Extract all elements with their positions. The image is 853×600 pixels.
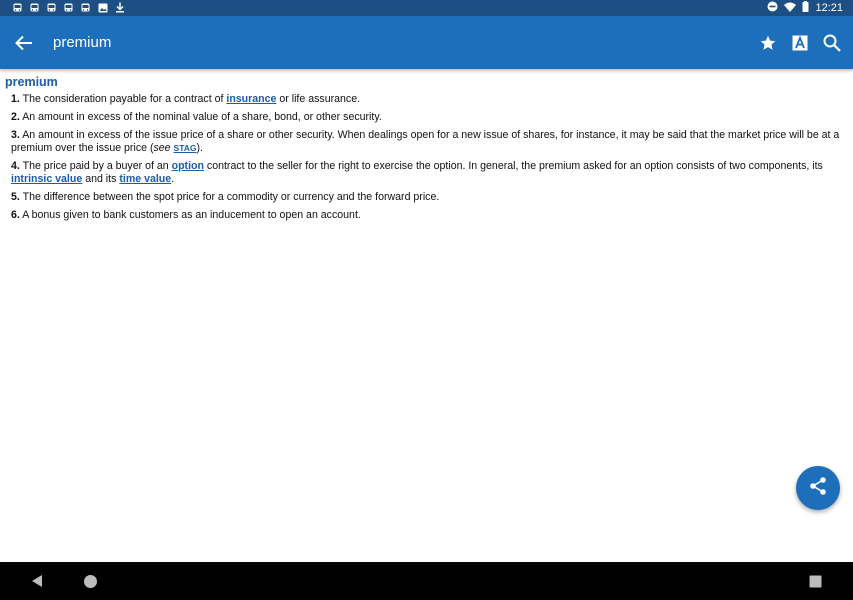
app-bar-title: premium — [53, 34, 112, 51]
search-icon[interactable] — [821, 32, 843, 54]
definition-2: 2. An amount in excess of the nominal value of a share, bond, or other security. — [11, 111, 382, 123]
definition-number: 5. — [11, 191, 20, 203]
navigation-bar — [0, 562, 853, 600]
back-arrow-icon[interactable] — [12, 31, 36, 55]
text-size-icon[interactable] — [789, 32, 811, 54]
link-intrinsic-value[interactable]: intrinsic value — [11, 173, 83, 185]
link-time-value[interactable]: time value — [119, 173, 172, 185]
definition-number: 6. — [11, 209, 20, 221]
link-insurance[interactable]: insurance — [226, 93, 277, 105]
home-circle-icon[interactable] — [81, 572, 99, 590]
notification-icons — [12, 2, 125, 13]
bus-icon — [12, 2, 23, 13]
bus-icon — [46, 2, 57, 13]
do-not-disturb-icon — [767, 1, 778, 15]
download-icon — [114, 2, 125, 13]
image-icon — [97, 2, 108, 13]
status-bar — [0, 0, 853, 16]
definition-5: 5. The difference between the spot price for a commodity or currency and the forward price. — [11, 191, 440, 203]
recents-square-icon[interactable] — [806, 572, 824, 590]
back-triangle-icon[interactable] — [28, 572, 46, 590]
definition-number: 1. — [11, 93, 20, 105]
system-status — [767, 1, 843, 15]
definition-number: 3. — [11, 129, 20, 141]
definition-1: 1. The consideration payable for a contract of insurance or life assurance. — [11, 93, 361, 105]
entry-headword: premium — [5, 75, 58, 89]
link-stag[interactable]: STAG — [173, 143, 197, 153]
definition-6: 6. A bonus given to bank customers as an inducement to open an account. — [11, 209, 361, 221]
definition-3: 3. An amount in excess of the issue price of a share or other security. When dealings open for a new issue of shares, for instance, it may be said that the market price will be at a premium over the issue price (see STAG). — [11, 129, 840, 154]
wifi-icon — [784, 2, 796, 15]
bus-icon — [29, 2, 40, 13]
bus-icon — [63, 2, 74, 13]
link-option[interactable]: option — [171, 160, 204, 172]
share-button[interactable] — [796, 466, 840, 510]
definition-number: 2. — [11, 111, 20, 123]
definition-number: 4. — [11, 160, 20, 172]
app-bar — [0, 16, 853, 69]
status-time: 12:21 — [815, 2, 843, 14]
battery-icon — [802, 1, 809, 15]
entry-content — [0, 69, 853, 562]
definition-list — [11, 93, 841, 227]
star-icon[interactable] — [757, 32, 779, 54]
definition-4: 4. The price paid by a buyer of an option contract to the seller for the right to exercise the option. In general, the premium asked for an option consists of two components, its intrinsic value and its time value. — [11, 160, 823, 185]
bus-icon — [80, 2, 91, 13]
share-icon — [808, 476, 828, 501]
